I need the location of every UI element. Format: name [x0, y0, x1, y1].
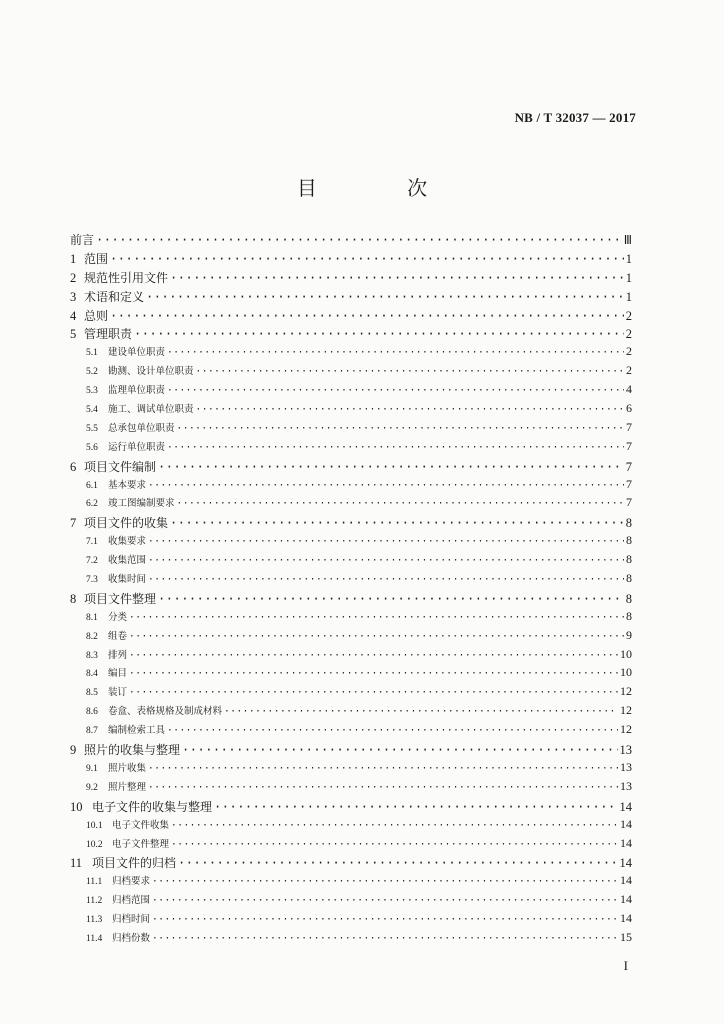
toc-entry-number: 8.5: [86, 688, 98, 699]
toc-entry-label: 编目: [108, 668, 128, 680]
dot-leader: [224, 706, 618, 717]
toc-entry-page: 13: [619, 743, 632, 758]
toc-entry-page: 12: [620, 703, 632, 718]
toc-entry-page: 8: [626, 533, 632, 548]
toc-entry-page: 2: [626, 344, 632, 359]
toc-entry-label: 组卷: [108, 630, 128, 642]
toc-entry-number: 5.6: [86, 442, 98, 453]
toc-entry-label: 照片收集: [108, 762, 147, 774]
toc-entry-page: 12: [620, 684, 632, 699]
toc-entry-page: Ⅲ: [623, 233, 632, 247]
dot-leader: [167, 442, 624, 453]
toc-entry-label: 归档要求: [112, 876, 151, 888]
toc-entry-page: 8: [625, 591, 632, 606]
toc-entry-number: 7: [70, 516, 77, 531]
toc-entry-number: 11.4: [86, 933, 103, 944]
toc-entry-label: 卷盒、表格规格及制成材料: [108, 706, 223, 718]
toc-entry-page: 8: [626, 552, 632, 567]
toc-entry[interactable]: [70, 854, 632, 873]
toc-entry-label: 规范性引用文件: [84, 270, 169, 285]
toc-entry[interactable]: [70, 325, 632, 344]
dot-leader: [171, 839, 618, 850]
toc-entry-label: 编制检索工具: [108, 725, 166, 737]
toc-entry-page: 14: [620, 892, 632, 907]
dot-leader: [148, 763, 618, 774]
dot-leader: [148, 536, 624, 547]
toc-entry-label: 项目文件整理: [84, 591, 157, 606]
toc-entry-label: 归档范围: [112, 895, 151, 907]
toc-entry-number: 9.1: [86, 763, 98, 774]
toc-entry[interactable]: [70, 514, 632, 533]
toc-entry-page: 10: [620, 665, 632, 680]
toc-entry-number: 11.2: [86, 896, 103, 907]
toc-entry-number: 5.5: [86, 423, 98, 434]
toc-entry-number: 10.2: [86, 839, 103, 850]
dot-leader: [152, 914, 618, 925]
toc-entry[interactable]: [70, 609, 632, 628]
dot-leader: [196, 404, 624, 415]
toc-entry-page: 7: [626, 476, 632, 491]
toc-entry[interactable]: [70, 420, 632, 439]
toc-entry-label: 电子文件收集: [112, 819, 170, 831]
toc-entry[interactable]: [70, 439, 632, 458]
toc-entry[interactable]: [70, 684, 632, 703]
standard-code: NB / T 32037 — 2017: [514, 110, 636, 125]
toc-entry-page: 12: [620, 722, 632, 737]
dot-leader: [129, 612, 624, 623]
toc-entry-label: 项目文件编制: [84, 459, 157, 474]
toc-entry[interactable]: [70, 665, 632, 684]
toc-entry-page: 8: [626, 571, 632, 586]
toc-entry-number: 10: [70, 799, 83, 814]
toc-entry-label: 范围: [84, 251, 109, 266]
dot-leader: [134, 327, 624, 341]
toc-entry[interactable]: [70, 552, 632, 571]
toc-entry[interactable]: [70, 269, 632, 288]
toc-entry-page: 7: [626, 438, 632, 453]
toc-entry-label: 建设单位职责: [108, 347, 166, 359]
dot-leader: [152, 895, 618, 906]
dot-leader: [167, 385, 624, 396]
toc-entry-number: 5.4: [86, 405, 98, 416]
toc-entry-page: 1: [625, 289, 632, 304]
toc-entry[interactable]: [70, 495, 632, 514]
toc-entry-page: 14: [620, 835, 632, 850]
toc-entry-label: 分类: [108, 611, 128, 623]
dot-leader: [167, 347, 624, 358]
toc-entry-number: 4: [70, 308, 77, 323]
toc-entry-label: 总则: [84, 308, 109, 323]
toc-entry-page: 4: [626, 382, 632, 397]
toc-entry[interactable]: [70, 817, 632, 836]
toc-entry-label: 收集时间: [108, 574, 147, 586]
toc-entry-number: 11: [70, 856, 83, 871]
toc-entry[interactable]: [70, 363, 632, 382]
toc-entry-number: 6.2: [86, 499, 98, 510]
toc-entry[interactable]: [70, 401, 632, 420]
dot-leader: [177, 423, 624, 434]
toc-entry[interactable]: [70, 458, 632, 477]
toc-entry-label: 竣工图编制要求: [108, 498, 175, 510]
toc-entry-page: 6: [626, 401, 632, 416]
dot-leader: [129, 631, 624, 642]
toc-entry-page: 8: [625, 516, 632, 531]
toc-entry-number: 5.2: [86, 367, 98, 378]
dot-leader: [171, 820, 618, 831]
toc-entry[interactable]: [70, 288, 632, 307]
toc-entry-number: 10.1: [86, 820, 103, 831]
toc-entry-page: 2: [625, 327, 632, 342]
dot-leader: [148, 555, 624, 566]
dot-leader: [129, 668, 618, 679]
toc-entry-page: 8: [626, 608, 632, 623]
dot-leader: [177, 498, 624, 509]
toc-entry-number: 5.1: [86, 348, 98, 359]
toc-entry-number: 5.3: [86, 386, 98, 397]
toc-entry-page: 7: [626, 419, 632, 434]
dot-leader: [152, 933, 618, 944]
toc-entry-number: 3: [70, 289, 77, 304]
table-of-contents: [70, 231, 632, 949]
toc-entry-label: 项目文件的归档: [92, 856, 177, 871]
toc-entry[interactable]: [70, 930, 632, 949]
toc-entry-label: 运行单位职责: [108, 441, 166, 453]
page-number: I: [623, 958, 628, 973]
toc-entry-label: 收集要求: [108, 536, 147, 548]
toc-entry[interactable]: [70, 477, 632, 496]
toc-entry-number: 9: [70, 743, 77, 758]
toc-entry-label: 基本要求: [108, 479, 147, 491]
dot-leader: [158, 460, 624, 474]
dot-leader: [129, 650, 618, 661]
toc-entry-number: 7.1: [86, 537, 98, 548]
toc-entry-label: 施工、调试单位职责: [108, 404, 194, 416]
toc-entry-page: 14: [620, 911, 632, 926]
toc-entry[interactable]: [70, 703, 632, 722]
toc-entry-number: 5: [70, 327, 77, 342]
toc-entry-page: 9: [626, 627, 632, 642]
toc-entry-number: 1: [70, 251, 77, 266]
toc-entry[interactable]: [70, 382, 632, 401]
toc-entry-number: 11.1: [86, 877, 103, 888]
toc-entry[interactable]: [70, 628, 632, 647]
toc-entry-label: 监理单位职责: [108, 385, 166, 397]
dot-leader: [96, 233, 622, 247]
toc-entry-number: 6.1: [86, 480, 98, 491]
toc-entry-label: 电子文件整理: [112, 838, 170, 850]
toc-entry-page: 14: [619, 856, 632, 871]
dot-leader: [170, 516, 624, 530]
page-title: 目 次: [296, 176, 470, 200]
dot-leader: [148, 480, 624, 491]
toc-entry[interactable]: [70, 533, 632, 552]
toc-entry-page: 7: [625, 459, 632, 474]
toc-entry-label: 照片的收集与整理: [84, 743, 181, 758]
toc-entry-page: 14: [620, 873, 632, 888]
toc-entry-number: 6: [70, 459, 77, 474]
dot-leader: [148, 782, 618, 793]
toc-entry[interactable]: [70, 741, 632, 760]
dot-leader: [148, 574, 624, 585]
toc-entry-page: 14: [620, 816, 632, 831]
toc-entry[interactable]: [70, 571, 632, 590]
dot-leader: [152, 876, 618, 887]
toc-entry-label: 装订: [108, 687, 128, 699]
toc-entry-label: 项目文件的收集: [84, 516, 169, 531]
toc-entry-label: 前言: [70, 233, 95, 247]
toc-entry-page: 7: [626, 495, 632, 510]
toc-entry-label: 归档份数: [112, 932, 151, 944]
dot-leader: [182, 743, 617, 757]
toc-entry-number: 8.3: [86, 650, 98, 661]
toc-entry-label: 勘测、设计单位职责: [108, 366, 194, 378]
toc-entry-number: 8.7: [86, 726, 98, 737]
toc-entry-number: 9.2: [86, 782, 98, 793]
toc-entry-page: 14: [619, 799, 632, 814]
toc-entry-page: 13: [620, 778, 632, 793]
dot-leader: [110, 309, 624, 323]
toc-entry[interactable]: [70, 307, 632, 326]
toc-entry[interactable]: [70, 722, 632, 741]
toc-entry[interactable]: [70, 873, 632, 892]
toc-entry-number: 11.3: [86, 915, 103, 926]
toc-entry-page: 13: [620, 759, 632, 774]
toc-entry-page: 15: [620, 929, 632, 944]
toc-entry-label: 总承包单位职责: [108, 422, 175, 434]
toc-entry-page: 1: [625, 251, 632, 266]
toc-entry-number: 2: [70, 270, 77, 285]
toc-entry-number: 7.2: [86, 556, 98, 567]
dot-leader: [196, 366, 624, 377]
toc-entry-label: 归档时间: [112, 914, 151, 926]
toc-entry[interactable]: [70, 344, 632, 363]
toc-entry-number: 8.6: [86, 707, 98, 718]
toc-entry[interactable]: [70, 647, 632, 666]
toc-entry-page: 2: [626, 363, 632, 378]
toc-entry-page: 2: [625, 308, 632, 323]
toc-entry-number: 7.3: [86, 575, 98, 586]
dot-leader: [178, 856, 617, 870]
dot-leader: [129, 687, 618, 698]
toc-entry-label: 照片整理: [108, 781, 147, 793]
toc-entry[interactable]: [70, 590, 632, 609]
toc-entry-label: 电子文件的收集与整理: [92, 799, 213, 814]
dot-leader: [158, 592, 624, 606]
toc-entry-label: 术语和定义: [84, 289, 145, 304]
toc-entry-label: 收集范围: [108, 555, 147, 567]
toc-entry-page: 10: [620, 646, 632, 661]
toc-entry-number: 8: [70, 591, 77, 606]
toc-entry-number: 8.2: [86, 631, 98, 642]
toc-entry[interactable]: [70, 231, 632, 250]
toc-entry[interactable]: [70, 779, 632, 798]
toc-entry[interactable]: [70, 836, 632, 855]
dot-leader: [170, 271, 624, 285]
toc-entry-page: 1: [625, 270, 632, 285]
toc-entry[interactable]: [70, 911, 632, 930]
dot-leader: [167, 725, 618, 736]
toc-entry-label: 管理职责: [84, 327, 133, 342]
toc-entry[interactable]: [70, 892, 632, 911]
toc-entry[interactable]: [70, 798, 632, 817]
dot-leader: [146, 290, 624, 304]
toc-entry-number: 8.1: [86, 612, 98, 623]
toc-entry[interactable]: [70, 760, 632, 779]
toc-entry-label: 排列: [108, 649, 128, 661]
toc-entry[interactable]: [70, 250, 632, 269]
dot-leader: [110, 252, 624, 266]
toc-entry-number: 8.4: [86, 669, 98, 680]
dot-leader: [214, 800, 617, 814]
